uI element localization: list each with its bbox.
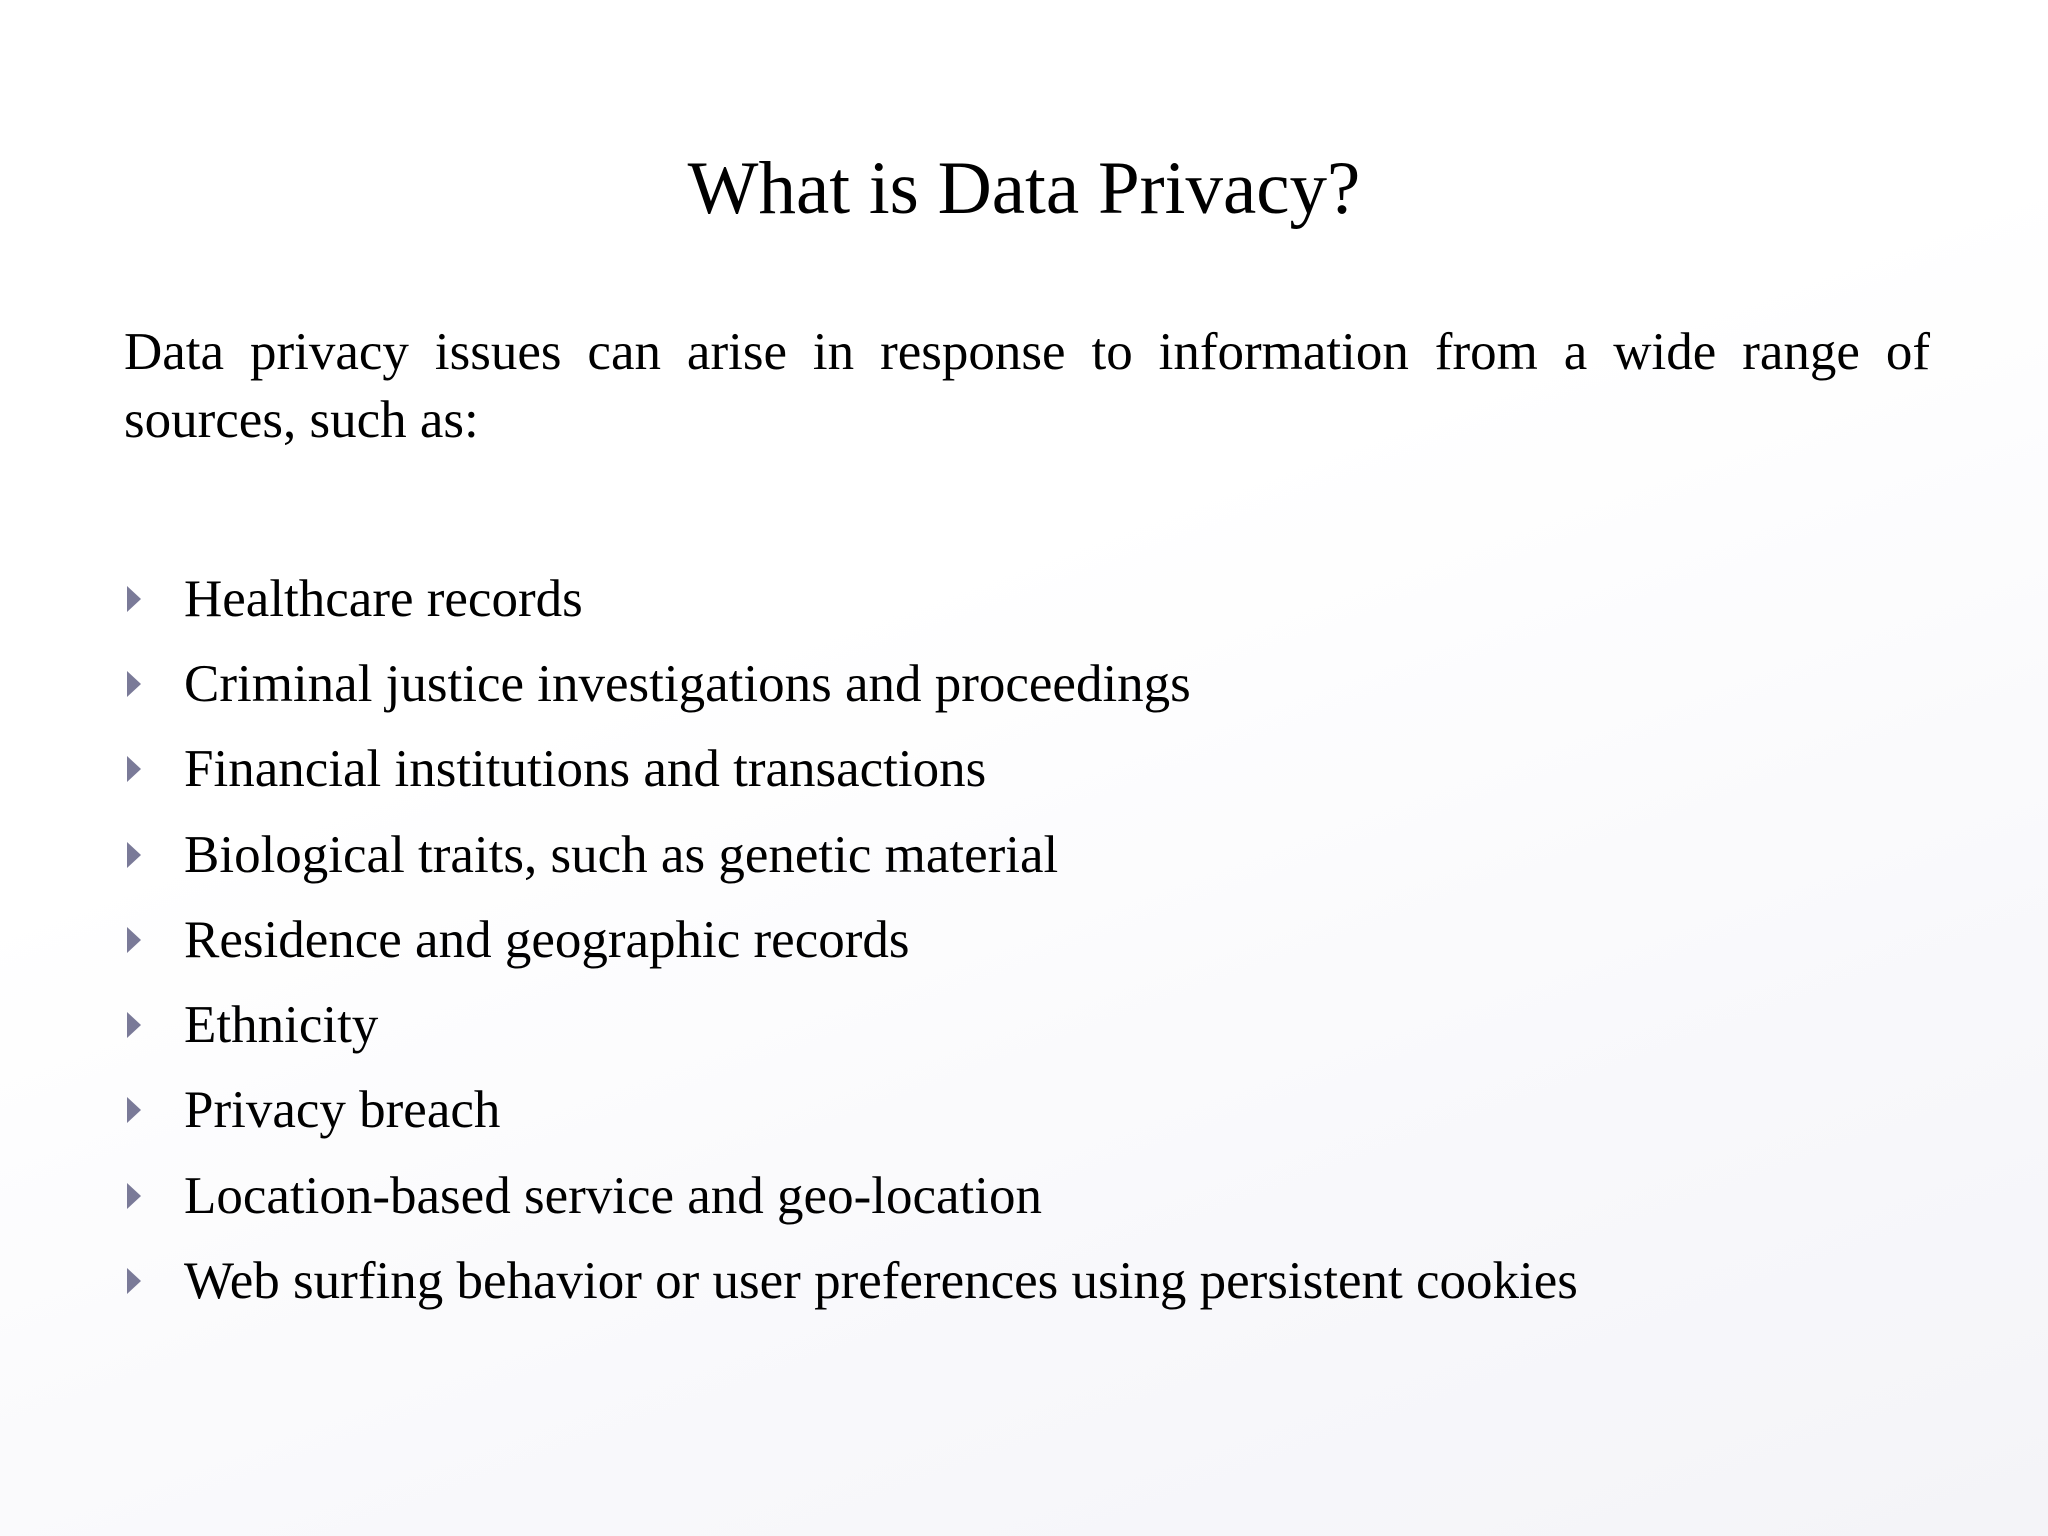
list-item <box>124 1238 1924 1323</box>
list-item <box>124 1153 1924 1238</box>
list-item-text: Web surfing behavior or user preferences using persistent cookies <box>184 1252 1578 1311</box>
list-item <box>124 727 1924 812</box>
list-item <box>124 641 1924 726</box>
list-item-text: Financial institutions and transactions <box>184 740 987 799</box>
intro-paragraph: Data privacy issues can arise in response to information from a wide range of sources, such as: <box>124 323 1930 449</box>
triangle-right-icon <box>127 1012 141 1038</box>
list-item-text: Healthcare records <box>184 569 583 628</box>
list-item-text: Ethnicity <box>184 996 379 1055</box>
slide-title: What is Data Privacy? <box>687 147 1361 230</box>
list-item-text: Biological traits, such as genetic material <box>184 825 1059 884</box>
triangle-right-icon <box>127 586 141 612</box>
list-item <box>124 556 1924 641</box>
triangle-right-icon <box>127 842 141 868</box>
list-item <box>124 1068 1924 1153</box>
triangle-right-icon <box>127 671 141 697</box>
list-item <box>124 812 1924 897</box>
list-item <box>124 897 1924 982</box>
triangle-right-icon <box>127 1097 141 1123</box>
triangle-right-icon <box>127 1268 141 1294</box>
triangle-right-icon <box>127 756 141 782</box>
triangle-right-icon <box>127 927 141 953</box>
list-item-text: Privacy breach <box>184 1081 501 1140</box>
triangle-right-icon <box>127 1183 141 1209</box>
list-item-text: Residence and geographic records <box>184 910 910 969</box>
list-item-text: Location-based service and geo-location <box>184 1166 1042 1225</box>
list-item-text: Criminal justice investigations and proceedings <box>184 654 1191 713</box>
bullet-list <box>124 556 1924 1324</box>
list-item <box>124 982 1924 1067</box>
